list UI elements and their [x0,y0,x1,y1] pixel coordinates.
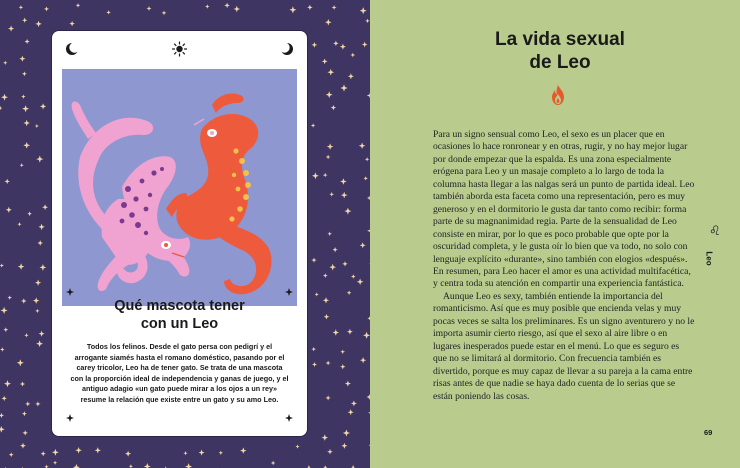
sun-icon [172,42,187,57]
star-icon [224,3,230,9]
star-icon [345,381,351,387]
star-icon [360,357,366,363]
star-icon [311,257,316,262]
star-icon [17,359,24,366]
star-icon [357,279,364,286]
star-icon [144,463,151,468]
star-icon [271,461,276,466]
star-icon [18,263,25,270]
star-icon [146,6,151,11]
star-icon [27,211,32,216]
chapter-title-line1: La vida sexual [495,29,625,50]
star-icon [36,156,43,163]
star-icon [23,142,30,149]
star-icon [39,331,45,337]
star-icon [66,288,74,296]
star-icon [311,347,316,352]
pink-leopard [72,102,190,291]
card-title [72,297,287,333]
star-icon [44,465,49,468]
star-icon [365,157,369,161]
star-icon [35,21,41,27]
star-icon [129,464,133,468]
star-icon [323,273,328,278]
star-icon [333,41,339,47]
paragraph-2: Aunque Leo es sexy, también entiende la importancia del romanticismo. Así que es muy posible que encienda velas y muy pocas veces se salta los preliminares. Es un signo aventurero y no le importa asumir cierto riesgo, así que el sexo al aire libre o en lugares inesperados puede estar en el menú. Lo que es seguro es que no se limitará al dormitorio. Con frecuencia también es divertido, porque es muy capaz de llevar a su pareja a la cama entre risas antes de que nadie se haya dado cuenta de lo serias que se están poniendo las cosas. [433,290,695,402]
star-icon [33,297,39,303]
star-icon [340,349,345,354]
star-icon [24,39,29,44]
star-icon [342,261,347,266]
pet-card [52,31,307,436]
star-icon [52,449,59,456]
star-icon [17,222,21,226]
star-icon [315,292,319,296]
star-icon [311,42,317,48]
flame-icon [550,84,566,106]
star-icon [20,163,24,167]
star-icon [3,61,7,65]
star-icon [1,396,6,401]
star-icon [329,264,336,271]
star-icon [0,413,4,418]
star-icon [36,340,43,347]
star-icon [312,362,317,367]
chapter-title [380,28,740,74]
star-icon [41,451,46,456]
star-icon [19,56,25,62]
star-icon [312,172,319,179]
card-body-text: Todos los felinos. Desde el gato persa con pedigrí y el arrogante siamés hasta el romano doméstico, pasando por el carey tricolor, Leo ha de tener gato. Se trata de una mascota con la proporción ideal de independencia y ganas de juego, y el antiguo adagio «un gato puede mirar a los ojos a un rey» resume la relación que existe entre un gato y su amo Leo. [70,342,289,404]
leo-sign-icon: ♌︎ [709,224,721,239]
star-icon [348,73,354,79]
star-icon [295,444,299,448]
star-icon [22,105,29,112]
side-label-text: Leo [704,251,714,266]
star-icon [240,447,246,453]
star-icon [66,414,74,422]
star-icon [324,314,330,320]
star-icon [329,192,334,197]
star-icon [162,10,167,15]
star-icon [21,298,27,304]
star-icon [359,142,366,149]
star-icon [332,247,337,252]
star-icon [24,333,29,338]
star-icon [40,103,46,109]
star-icon [37,240,43,246]
star-icon [340,178,347,185]
star-icon [38,224,44,230]
star-icon [7,295,12,300]
star-icon [53,461,57,465]
star-icon [73,464,80,468]
card-title-line2: con un Leo [140,316,219,332]
star-icon [363,332,370,339]
card-header-icons [52,31,307,67]
star-icon [347,290,352,295]
star-icon [0,347,5,352]
star-icon [69,21,75,27]
star-icon [205,4,209,8]
star-icon [1,94,8,101]
card-title-line1: Qué mascota tener [114,298,245,314]
crescent-moon-icon [66,42,80,55]
star-icon [327,69,334,76]
page-number: 69 [704,428,713,437]
star-icon [19,5,23,9]
star-icon [20,381,25,386]
star-icon [327,449,333,455]
star-icon [322,434,329,441]
star-icon [341,192,348,199]
star-icon [326,155,331,160]
star-icon [351,274,356,279]
star-icon [285,414,293,422]
star-icon [35,401,40,406]
star-icon [22,71,27,76]
star-icon [340,44,346,50]
chapter-title-line2: de Leo [529,52,591,73]
star-icon [76,3,81,8]
star-icon [234,6,240,12]
star-icon [360,7,367,14]
star-icon [9,452,14,457]
star-icon [4,380,11,387]
star-icon [307,5,313,11]
star-icon [322,58,328,64]
article-body [433,129,695,403]
star-icon [219,451,224,456]
star-icon [125,451,131,457]
star-icon [4,179,9,184]
star-icon [35,280,41,286]
star-icon [340,364,346,370]
leopards-illustration [62,69,297,306]
star-icon [340,84,347,91]
star-icon [350,53,355,58]
star-icon [185,463,192,468]
star-icon [6,207,12,213]
star-icon [323,173,328,178]
star-icon [327,143,334,150]
star-icon [311,123,316,128]
star-icon [35,124,39,128]
side-section-label [705,250,721,270]
star-icon [22,411,27,416]
star-icon [363,176,368,181]
star-icon [332,5,337,10]
star-icon [22,18,27,23]
star-icon [95,447,101,453]
star-icon [39,264,46,271]
star-icon [3,327,8,332]
star-icon [0,263,4,267]
star-icon [331,105,337,111]
star-icon [344,208,351,215]
star-icon [35,309,39,313]
star-icon [323,297,329,303]
star-icon [348,409,354,415]
star-icon [44,6,49,11]
star-icon [351,400,357,406]
star-icon [199,450,205,456]
star-icon [347,329,353,335]
star-icon [106,10,111,15]
star-icon [325,395,330,400]
star-icon [23,120,29,126]
star-icon [333,329,339,335]
star-icon [325,19,332,26]
star-icon [360,242,366,248]
star-icon [183,451,187,455]
star-icon [0,426,5,433]
star-icon [289,6,296,13]
paragraph-1: Para un signo sensual como Leo, el sexo es un placer que en ocasiones lo hace ronronear y en otras, rugir, y no hay mejor lugar por donde empezar que la espalda. Es una zona especialmente erógena para Leo y un masaje completo a lo largo de toda la columna hasta llegar a las nalgas será un punto de partida ideal. Leo también aborda esta faceta como una representación, pero es muy generoso y en el dormitorio le gusta dar tanto como recibir: forma parte de su magnanimidad regia. Parte de la sensualidad de Leo consiste en mirar, por lo que es poco probable que opte por la oscuridad completa, y le gusta oír lo bien que va todo, no solo con lenguaje explícito «durante», sino también con elogios «después». En resumen, para Leo hacer el amor es una actividad multifacética, y centra toda su atención en compartir una experiencia fantástica. [433,129,695,290]
star-icon [343,429,350,436]
star-icon [20,443,26,449]
star-icon [327,232,332,237]
star-icon [362,42,368,48]
star-icon [25,401,30,406]
star-icon [1,307,8,314]
star-icon [8,26,14,32]
star-icon [22,430,27,435]
crescent-moon-icon [279,42,293,55]
star-icon [285,288,293,296]
star-icon [0,106,2,110]
star-icon [326,91,333,98]
star-icon [21,94,25,98]
star-icon [326,360,331,365]
star-icon [42,204,48,210]
star-icon [341,443,347,449]
star-icon [75,447,81,453]
